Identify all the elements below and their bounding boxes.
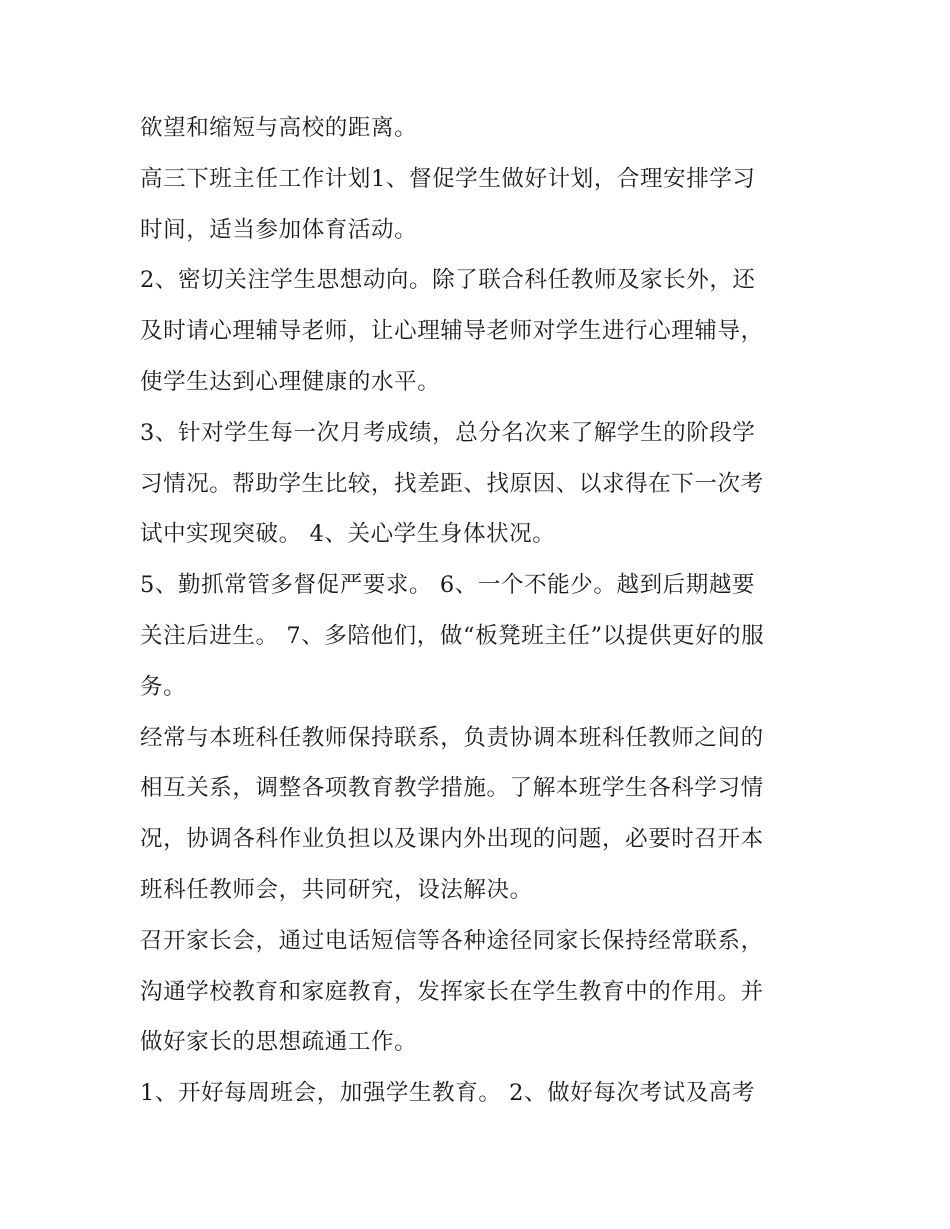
text-line: 2、密切关注学生思想动向。除了联合科任教师及家长外，还 bbox=[140, 267, 756, 294]
text-line: 时间，适当参加体育活动。 bbox=[140, 216, 418, 243]
text-line: 3、针对学生每一次月考成绩，总分名次来了解学生的阶段学 bbox=[140, 419, 756, 446]
text-line: 1、开好每周班会，加强学生教育。 2、做好每次考试及高考 bbox=[140, 1080, 756, 1107]
text-line: 试中实现突破。 4、关心学生身体状况。 bbox=[140, 521, 556, 548]
document-body bbox=[140, 103, 830, 1119]
text-line: 欲望和缩短与高校的距离。 bbox=[140, 115, 418, 141]
text-line: 务。 bbox=[140, 673, 187, 700]
text-line: 相互关系，调整各项教育教学措施。了解本班学生各科学习情 bbox=[140, 775, 764, 802]
text-line: 况，协调各科作业负担以及课内外出现的问题，必要时召开本 bbox=[140, 826, 764, 853]
text-line: 沟通学校教育和家庭教育，发挥家长在学生教育中的作用。并 bbox=[140, 978, 764, 1005]
text-line: 5、勤抓常管多督促严要求。 6、一个不能少。越到后期越要 bbox=[140, 572, 756, 599]
text-line: 高三下班主任工作计划1、督促学生做好计划，合理安排学习 bbox=[140, 165, 756, 192]
text-line: 召开家长会，通过电话短信等各种途径同家长保持经常联系， bbox=[140, 927, 764, 954]
text-line: 及时请心理辅导老师，让心理辅导老师对学生进行心理辅导， bbox=[140, 318, 764, 345]
text-line: 使学生达到心理健康的水平。 bbox=[140, 368, 441, 395]
text-line: 班科任教师会，共同研究，设法解决。 bbox=[140, 876, 533, 903]
text-line: 做好家长的思想疏通工作。 bbox=[140, 1029, 418, 1056]
text-line: 经常与本班科任教师保持联系，负责协调本班科任教师之间的 bbox=[140, 724, 764, 751]
text-line: 关注后进生。 7、多陪他们，做“板凳班主任”以提供更好的服 bbox=[140, 622, 765, 649]
text-line: 习情况。帮助学生比较，找差距、找原因、以求得在下一次考 bbox=[140, 470, 764, 497]
